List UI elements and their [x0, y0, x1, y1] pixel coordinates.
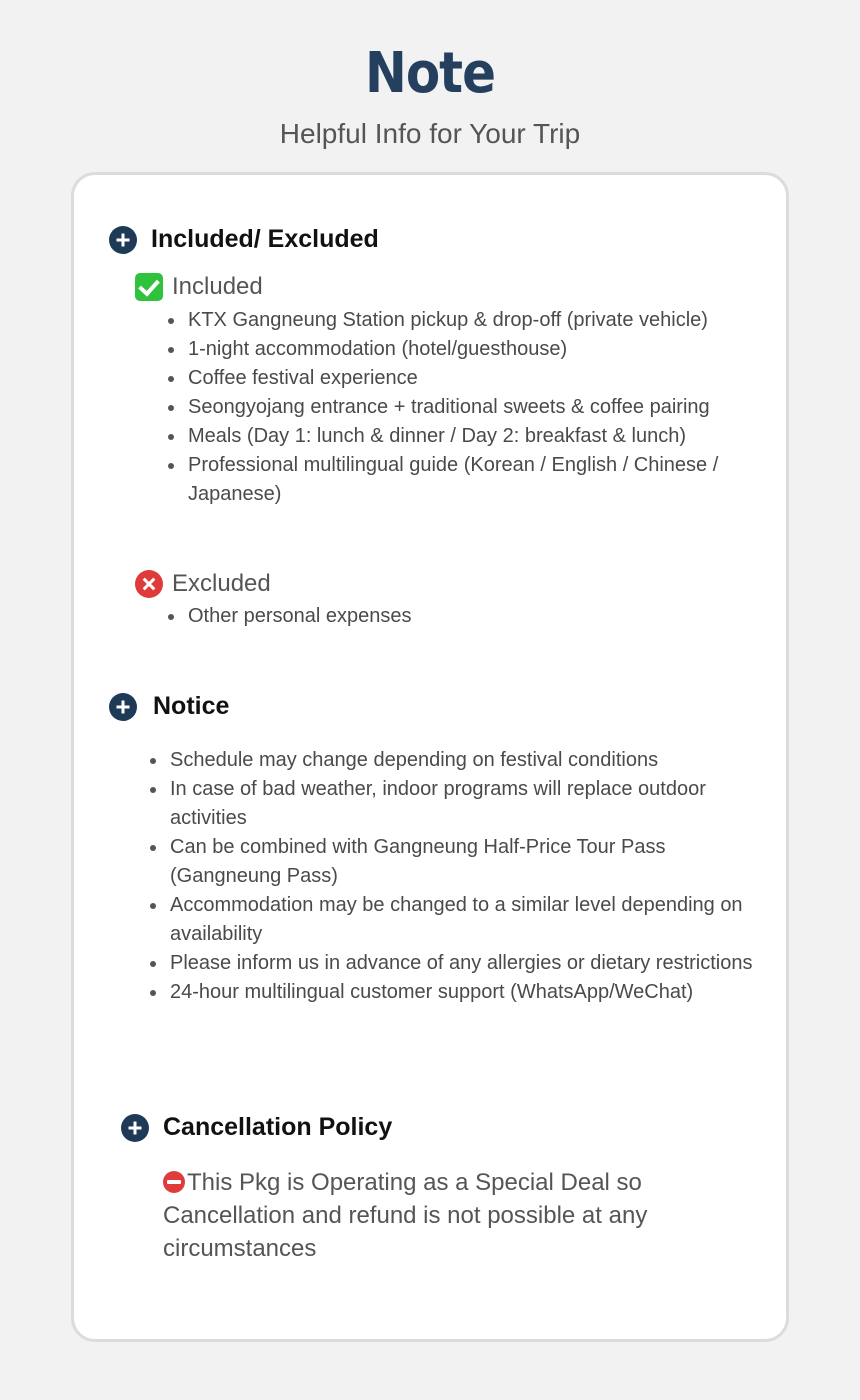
- plus-circle-icon: [109, 226, 137, 254]
- cross-mark-icon: [135, 570, 163, 598]
- notice-list: [170, 746, 760, 1007]
- list-item: Meals (Day 1: lunch & dinner / Day 2: breakfast & lunch): [188, 422, 748, 451]
- plus-circle-icon: [121, 1114, 149, 1142]
- plus-circle-icon: [109, 693, 137, 721]
- list-item: Can be combined with Gangneung Half-Price Tour Pass (Gangneung Pass): [170, 833, 760, 891]
- section-heading-label: Notice: [153, 692, 230, 720]
- included-list: [188, 306, 748, 509]
- list-item: Professional multilingual guide (Korean / English / Chinese / Japanese): [188, 451, 748, 509]
- list-item: Accommodation may be changed to a similar level depending on availability: [170, 891, 760, 949]
- list-item: Other personal expenses: [188, 602, 748, 631]
- list-item: Coffee festival experience: [188, 364, 748, 393]
- excluded-list: [188, 602, 748, 631]
- list-item: 1-night accommodation (hotel/guesthouse): [188, 335, 748, 364]
- page-title: Note: [364, 40, 495, 106]
- list-item: Seongyojang entrance + traditional sweets & coffee pairing: [188, 393, 748, 422]
- cancellation-text: This Pkg is Operating as a Special Deal so Cancellation and refund is not possible at any circumstances: [163, 1169, 648, 1262]
- list-item: KTX Gangneung Station pickup & drop-off (private vehicle): [188, 306, 748, 335]
- excluded-subheading: [135, 570, 271, 598]
- included-subheading: [135, 273, 263, 301]
- no-entry-icon: [163, 1171, 185, 1193]
- section-heading-label: Cancellation Policy: [163, 1113, 393, 1141]
- excluded-label: Excluded: [172, 570, 271, 597]
- list-item: Please inform us in advance of any allergies or dietary restrictions: [170, 949, 760, 978]
- cancellation-policy-text: [163, 1166, 723, 1265]
- section-heading-label: Included/ Excluded: [151, 225, 379, 253]
- check-mark-icon: [135, 273, 163, 301]
- section-cancellation-heading: [121, 1113, 392, 1142]
- list-item: In case of bad weather, indoor programs will replace outdoor activities: [170, 775, 760, 833]
- page-subtitle: Helpful Info for Your Trip: [279, 118, 581, 149]
- included-label: Included: [172, 273, 263, 300]
- section-included-excluded-heading: [109, 225, 379, 254]
- list-item: Schedule may change depending on festival conditions: [170, 746, 760, 775]
- section-notice-heading: [109, 692, 229, 721]
- list-item: 24-hour multilingual customer support (WhatsApp/WeChat): [170, 978, 760, 1007]
